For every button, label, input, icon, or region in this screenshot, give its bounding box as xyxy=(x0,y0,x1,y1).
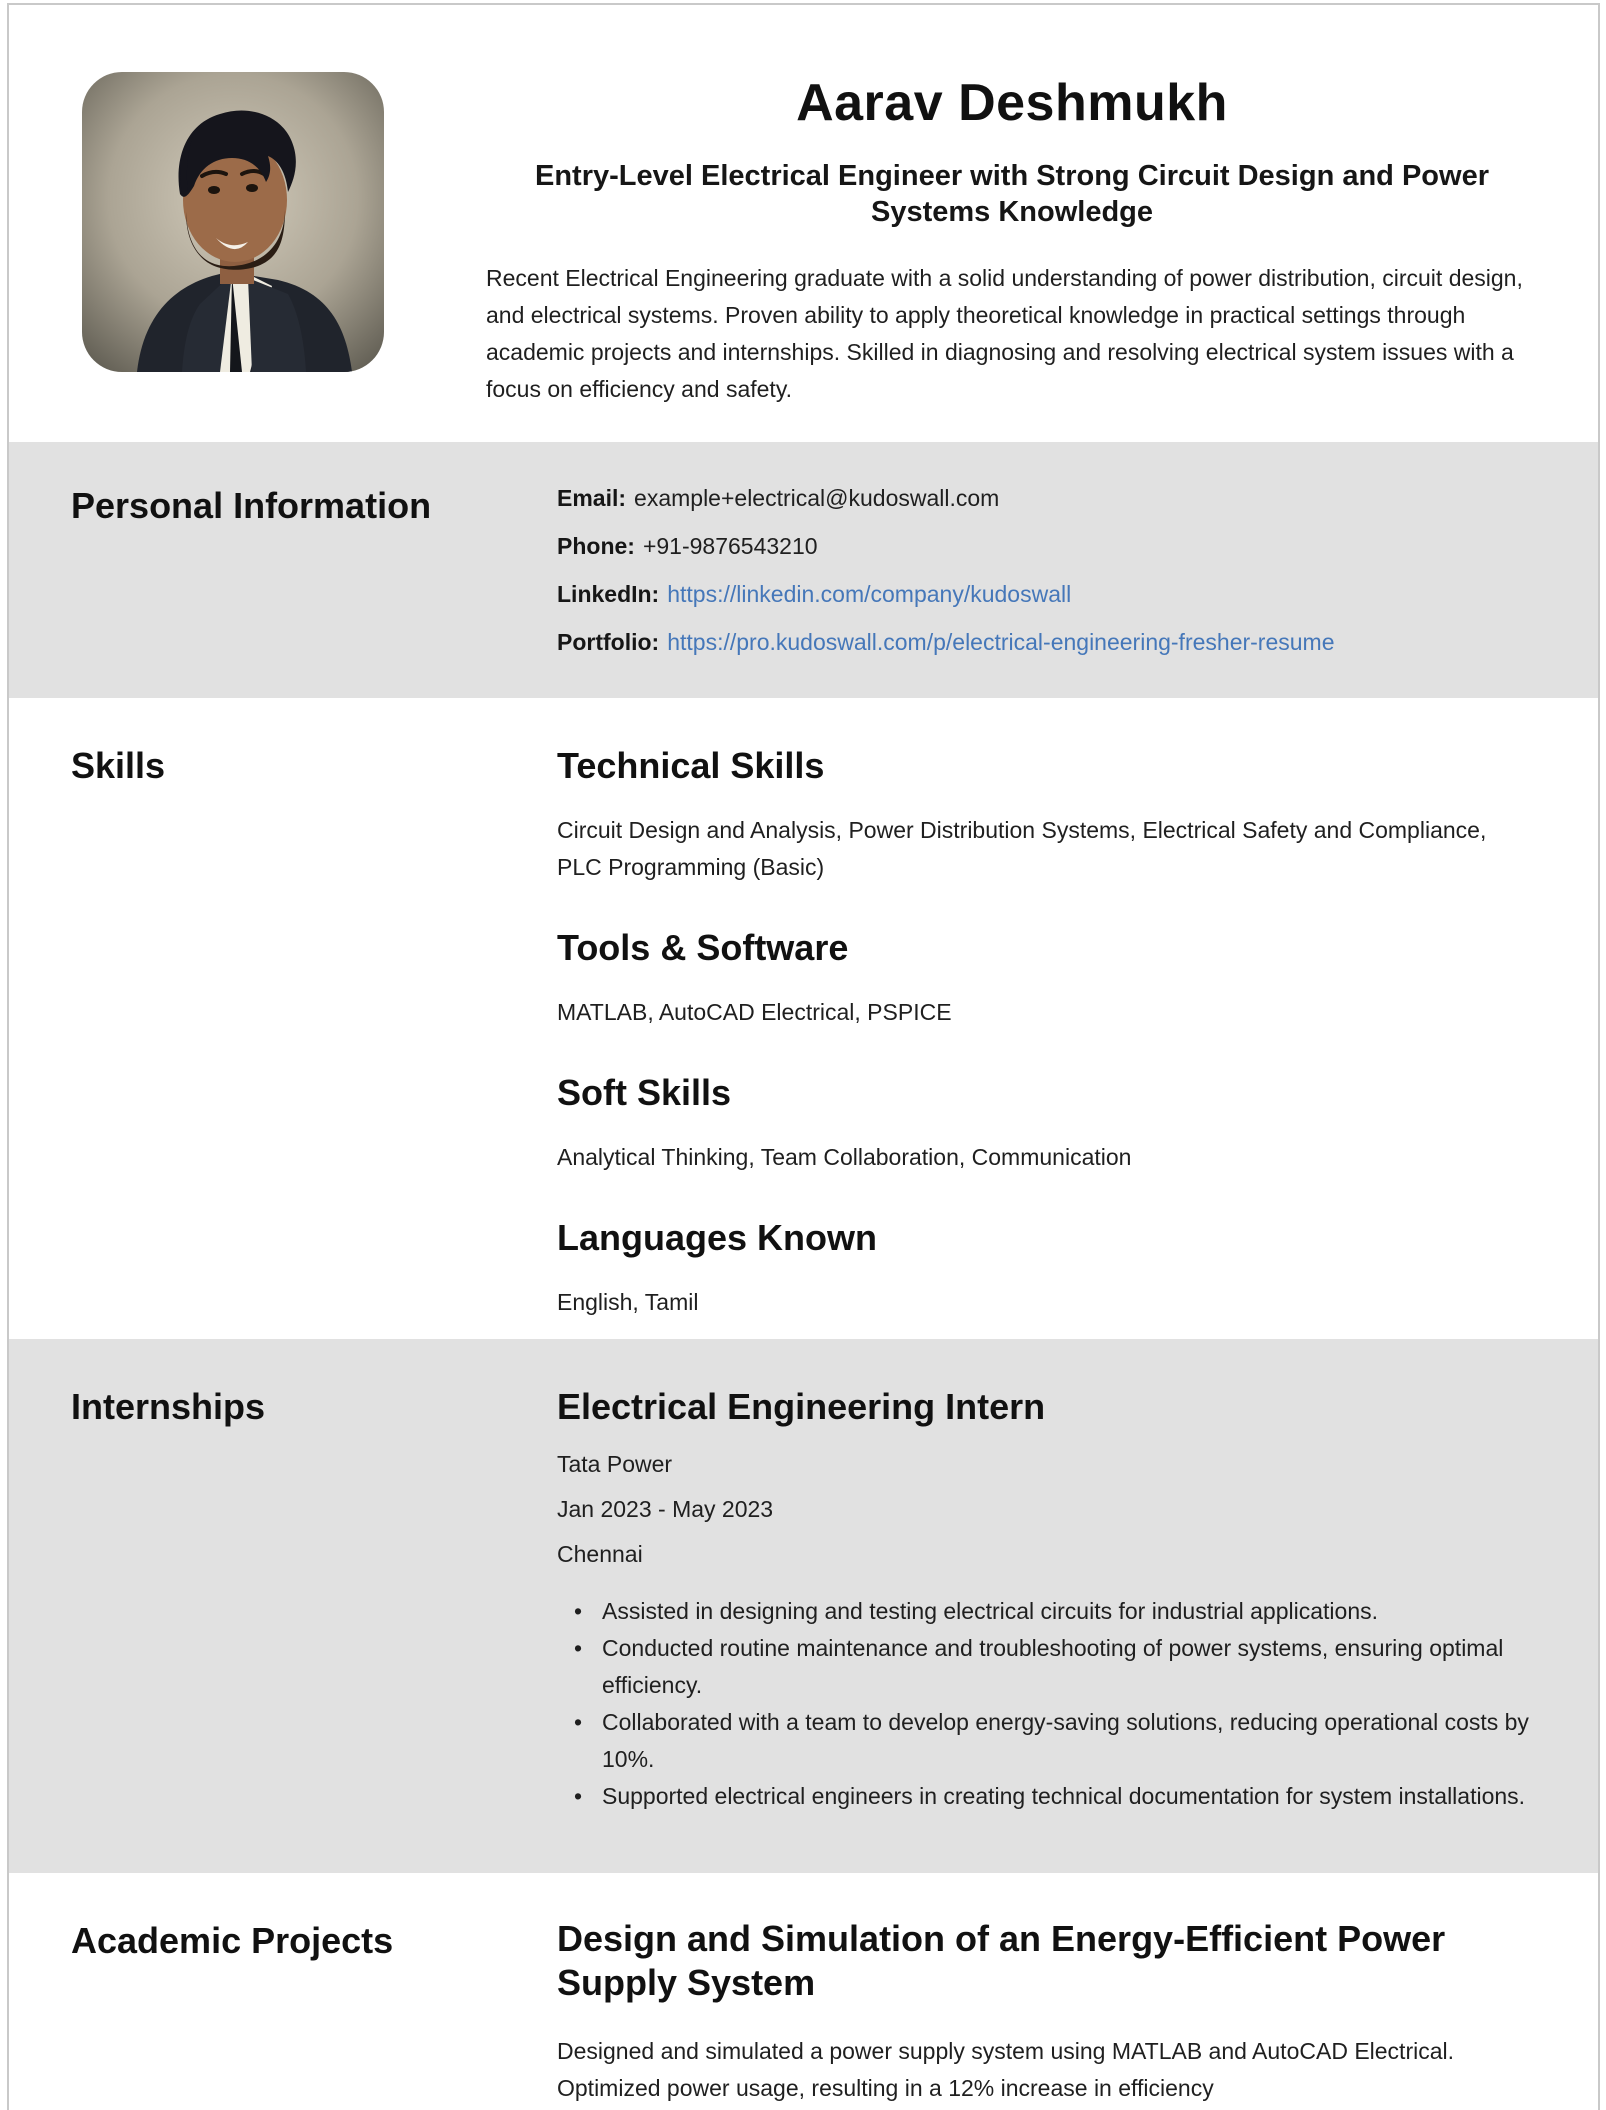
skills-group-items: Analytical Thinking, Team Collaboration, Communication xyxy=(557,1144,1132,1170)
internship-duration: Jan 2023 - May 2023 xyxy=(557,1496,774,1522)
internship-role: Electrical Engineering Intern xyxy=(557,1386,1046,1427)
info-row-email xyxy=(557,482,1536,514)
header-text-block xyxy=(486,72,1538,442)
profile-summary: Recent Electrical Engineering graduate with a solid understanding of power distribution, circuit design, and electrical systems. Proven ability to apply theoretical knowledge in practical settings through academic projects and internships. Skilled in diagnosing and resolving electrical system issues with a focus on efficiency and safety. xyxy=(486,265,1523,403)
section-heading-academic-projects: Academic Projects xyxy=(71,1920,394,1961)
section-academic-projects xyxy=(9,1873,1598,2107)
highlight-item: • Assisted in designing and testing electrical circuits for industrial applications. xyxy=(557,1593,1536,1630)
resume-page xyxy=(7,3,1600,2110)
internship-company: Tata Power xyxy=(557,1451,673,1477)
skills-group-technical xyxy=(557,742,1536,886)
highlight-item: • Supported electrical engineers in creating technical documentation for system installations. xyxy=(557,1778,1536,1815)
linkedin-link[interactable]: https://linkedin.com/company/kudoswall xyxy=(667,581,1072,607)
profile-photo xyxy=(82,72,384,372)
section-skills xyxy=(9,698,1598,1339)
skills-group-heading: Technical Skills xyxy=(557,745,825,786)
candidate-name: Aarav Deshmukh xyxy=(796,74,1228,132)
portfolio-label: Portfolio: xyxy=(557,629,660,655)
skills-group-tools xyxy=(557,924,1536,1031)
info-row-portfolio xyxy=(557,626,1536,658)
linkedin-label: LinkedIn: xyxy=(557,581,660,607)
info-row-phone xyxy=(557,530,1536,562)
project-title: Design and Simulation of an Energy-Efficient Power Supply System xyxy=(557,1918,1446,2003)
email-value: example+electrical@kudoswall.com xyxy=(634,485,1000,511)
internship-highlights xyxy=(557,1593,1536,1815)
info-row-linkedin xyxy=(557,578,1536,610)
phone-value: +91-9876543210 xyxy=(642,533,818,559)
candidate-title: Entry-Level Electrical Engineer with Strong Circuit Design and Power Systems Knowledge xyxy=(535,160,1489,229)
project-entry xyxy=(557,1917,1536,2107)
email-label: Email: xyxy=(557,485,627,511)
highlight-item: • Conducted routine maintenance and troubleshooting of power systems, ensuring optimal efficiency. xyxy=(557,1630,1536,1704)
project-description: Designed and simulated a power supply system using MATLAB and AutoCAD Electrical. Optimized power usage, resulting in a 12% increase in efficiency xyxy=(557,2038,1455,2101)
section-heading-internships: Internships xyxy=(71,1386,266,1427)
section-heading-skills: Skills xyxy=(71,745,166,786)
skills-group-items: English, Tamil xyxy=(557,1289,699,1315)
profile-photo-illustration xyxy=(82,72,384,372)
skills-group-items: MATLAB, AutoCAD Electrical, PSPICE xyxy=(557,999,952,1025)
skills-group-heading: Soft Skills xyxy=(557,1072,732,1113)
section-personal-information xyxy=(9,442,1598,698)
internship-location: Chennai xyxy=(557,1541,643,1567)
skills-group-languages xyxy=(557,1214,1536,1321)
internship-entry xyxy=(557,1383,1536,1815)
phone-label: Phone: xyxy=(557,533,635,559)
skills-group-heading: Languages Known xyxy=(557,1217,878,1258)
skills-group-soft xyxy=(557,1069,1536,1176)
skills-group-heading: Tools & Software xyxy=(557,927,849,968)
skills-groups xyxy=(557,742,1536,1321)
skills-group-items: Circuit Design and Analysis, Power Distribution Systems, Electrical Safety and Compliance, PLC Programming (Basic) xyxy=(557,817,1487,880)
highlight-item: • Collaborated with a team to develop energy-saving solutions, reducing operational costs by 10%. xyxy=(557,1704,1536,1778)
resume-header xyxy=(9,5,1598,442)
portfolio-link[interactable]: https://pro.kudoswall.com/p/electrical-engineering-fresher-resume xyxy=(667,629,1335,655)
personal-information-fields xyxy=(557,482,1536,658)
section-internships xyxy=(9,1339,1598,1873)
section-heading-personal-information: Personal Information xyxy=(71,485,432,526)
